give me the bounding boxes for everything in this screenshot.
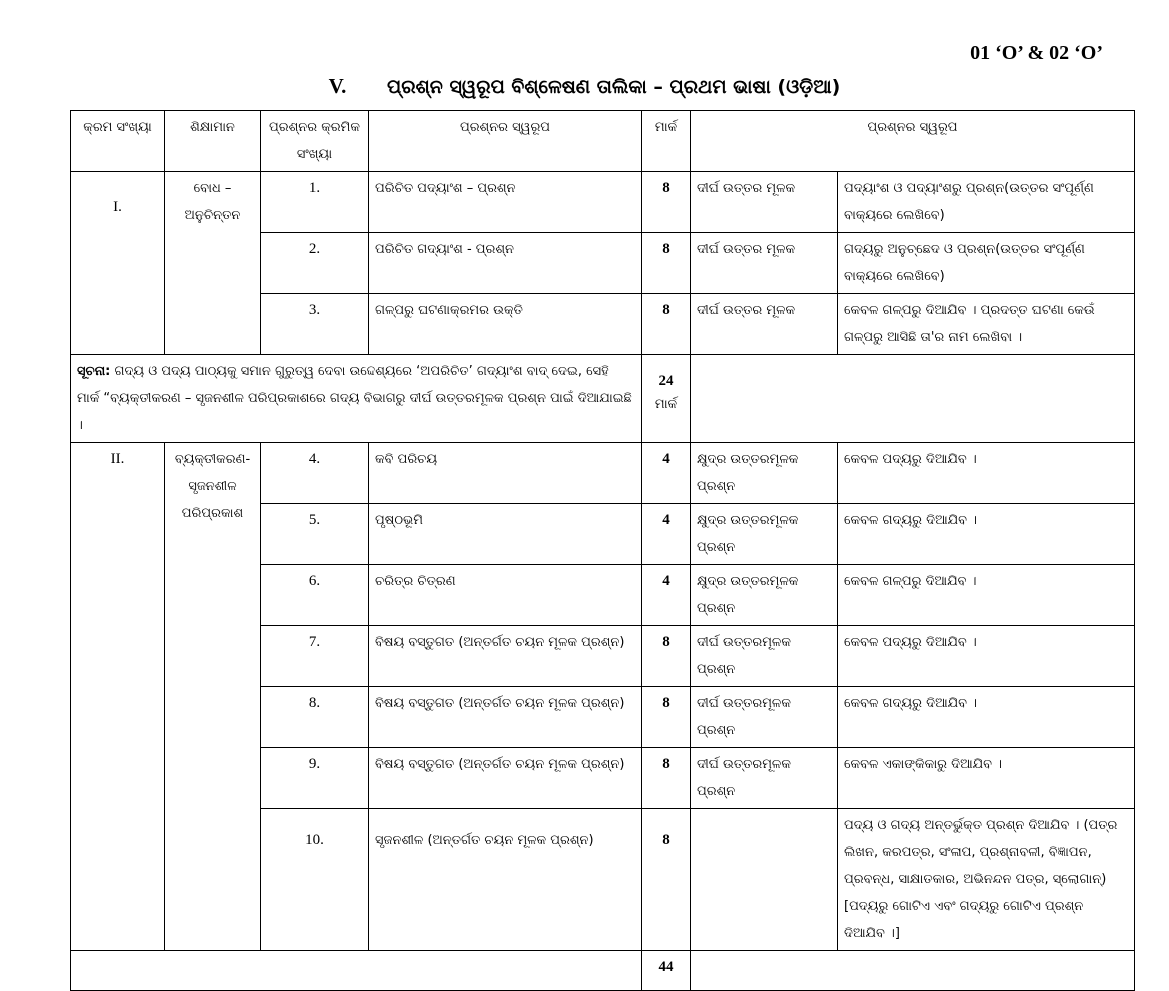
note-cell [71, 355, 642, 443]
note-text: ଗଦ୍ୟ ଓ ପଦ୍ୟ ପାଠ୍ୟକୁ ସମାନ ଗୁରୁତ୍ୱ ଦେବା ଉଦ୍ଦେଶ୍ୟରେ ‘ଅପରିଚିତ’ ଗଦ୍ୟାଂଶ ବାଦ୍ ଦେଇ, ସେହି ମାର୍କ “ବ୍ୟକ୍ତୀକରଣ – ସୃଜନଶୀଳ ପରିପ୍ରକାଶରେ ଗଦ୍ୟ ବିଭାଗରୁ ଦୀର୍ଘ ଉତ୍ତରମୂଳକ ପ୍ରଶ୍ନ ପାଇଁ ଦିଆଯାଇଛି । [77, 364, 632, 433]
question-marks: 8 [642, 172, 691, 233]
question-marks: 4 [642, 565, 691, 626]
question-no: 5. [261, 504, 369, 565]
question-no: 6. [261, 565, 369, 626]
question-type: କ୍ଷୁଦ୍ର ଉତ୍ତରମୂଳକ ପ୍ରଶ୍ନ [691, 504, 838, 565]
question-no: 7. [261, 626, 369, 687]
question-desc: କେବଳ ପଦ୍ୟରୁ ଦିଆଯିବ । [838, 443, 1135, 504]
question-form: ଗଳ୍ପରୁ ଘଟଣାକ୍ରମର ଉକ୍ତି [369, 294, 642, 355]
question-type: ଦୀର୍ଘ ଉତ୍ତରମୂଳକ ପ୍ରଶ୍ନ [691, 687, 838, 748]
page-code: 01 ‘O’ & 02 ‘O’ [970, 42, 1103, 64]
title-text: ପ୍ରଶ୍ନ ସ୍ୱରୂପ ବିଶ୍ଳେଷଣ ତାଲିକା – ପ୍ରଥମ ଭାଷା (ଓଡ଼ିଆ) [387, 76, 841, 98]
header-question-type: ପ୍ରଶ୍ନର ସ୍ୱରୂପ [691, 111, 1135, 172]
question-form: ବିଷୟ ବସ୍ତୁଗତ (ଅନ୍ତର୍ଗତ ଚୟନ ମୂଳକ ପ୍ରଶ୍ନ) [369, 748, 642, 809]
header-serial: କ୍ରମ ସଂଖ୍ୟା [71, 111, 165, 172]
question-no: 10. [261, 809, 369, 951]
question-no: 1. [261, 172, 369, 233]
note-marks-label: ମାର୍କ [654, 397, 678, 412]
total-row [71, 951, 1135, 991]
question-form: କବି ପରିଚୟ [369, 443, 642, 504]
note-marks-value: 24 [658, 373, 674, 389]
question-type: ଦୀର୍ଘ ଉତ୍ତର ମୂଳକ [691, 294, 838, 355]
question-no: 8. [261, 687, 369, 748]
title-number: V. [328, 74, 347, 98]
section-serial: II. [71, 443, 165, 951]
question-type: ଦୀର୍ଘ ଉତ୍ତର ମୂଳକ [691, 172, 838, 233]
question-marks: 8 [642, 687, 691, 748]
note-label: ସୂଚନା: [77, 364, 111, 379]
table-row [71, 172, 1135, 233]
question-pattern-table [70, 110, 1135, 991]
page-title [0, 74, 1169, 99]
question-no: 4. [261, 443, 369, 504]
question-desc: କେବଳ ଗଳ୍ପରୁ ଦିଆଯିବ । ପ୍ରଦତ୍ତ ଘଟଣା କେଉଁ ଗଳ୍ପରୁ ଆସିଛି ତା'ର ନାମ ଲେଖିବା । [838, 294, 1135, 355]
question-desc: ଗଦ୍ୟରୁ ଅନୁଚ୍ଛେଦ ଓ ପ୍ରଶ୍ନ(ଉତ୍ତର ସଂପୂର୍ଣ୍ଣ ବାକ୍ୟରେ ଲେଖିବେ) [838, 233, 1135, 294]
question-type: ଦୀର୍ଘ ଉତ୍ତରମୂଳକ ପ୍ରଶ୍ନ [691, 626, 838, 687]
question-marks: 4 [642, 504, 691, 565]
question-desc: କେବଳ ଗଳ୍ପରୁ ଦିଆଯିବ । [838, 565, 1135, 626]
question-form: ପୃଷ୍ଠଭୂମି [369, 504, 642, 565]
question-form: ପରିଚିତ ଗଦ୍ୟାଂଶ - ପ୍ରଶ୍ନ [369, 233, 642, 294]
question-marks: 8 [642, 626, 691, 687]
header-question-form: ପ୍ରଶ୍ନର ସ୍ୱରୂପ [369, 111, 642, 172]
question-form: ଚରିତ୍ର ଚିତ୍ରଣ [369, 565, 642, 626]
question-form: ସୃଜନଶୀଳ (ଅନ୍ତର୍ଗତ ଚୟନ ମୂଳକ ପ୍ରଶ୍ନ) [369, 809, 642, 951]
section-level: ବ୍ୟକ୍ତୀକରଣ- ସୃଜନଶୀଳ ପରିପ୍ରକାଶ [165, 443, 261, 951]
header-marks: ମାର୍କ [642, 111, 691, 172]
question-marks: 8 [642, 809, 691, 951]
question-form: ପରିଚିତ ପଦ୍ୟାଂଶ – ପ୍ରଶ୍ନ [369, 172, 642, 233]
question-desc: କେବଳ ଗଦ୍ୟରୁ ଦିଆଯିବ । [838, 504, 1135, 565]
question-desc: ପଦ୍ୟାଂଶ ଓ ପଦ୍ୟାଂଶରୁ ପ୍ରଶ୍ନ(ଉତ୍ତର ସଂପୂର୍ଣ୍ଣ ବାକ୍ୟରେ ଲେଖିବେ) [838, 172, 1135, 233]
header-learning-level: ଶିକ୍ଷାମାନ [165, 111, 261, 172]
question-desc: କେବଳ ପଦ୍ୟରୁ ଦିଆଯିବ । [838, 626, 1135, 687]
total-empty-right [691, 951, 1135, 991]
total-marks: 44 [642, 951, 691, 991]
header-question-no: ପ୍ରଶ୍ନର କ୍ରମିକ ସଂଖ୍ୟା [261, 111, 369, 172]
question-marks: 8 [642, 233, 691, 294]
note-marks [642, 355, 691, 443]
question-desc: ପଦ୍ୟ ଓ ଗଦ୍ୟ ଅନ୍ତର୍ଭୁକ୍ତ ପ୍ରଶ୍ନ ଦିଆଯିବ । (ପତ୍ର ଲିଖନ, କରପତ୍ର, ସଂଳାପ, ପ୍ରଶ୍ନାବଳୀ, ବିଜ୍ଞାପନ, ପ୍ରବନ୍ଧ, ସାକ୍ଷାତକାର, ଅଭିନନ୍ଦନ ପତ୍ର, ସ୍ଲୋଗାନ୍) [ପଦ୍ୟରୁ ଗୋଟିଏ ଏବଂ ଗଦ୍ୟରୁ ଗୋଟିଏ ପ୍ରଶ୍ନ ଦିଆଯିବ ।] [838, 809, 1135, 951]
question-type: ଦୀର୍ଘ ଉତ୍ତର ମୂଳକ [691, 233, 838, 294]
note-row [71, 355, 1135, 443]
section-serial: I. [71, 172, 165, 355]
question-no: 9. [261, 748, 369, 809]
question-no: 2. [261, 233, 369, 294]
section-level: ବୋଧ – ଅନୁଚିନ୍ତନ [165, 172, 261, 355]
question-type: ଦୀର୍ଘ ଉତ୍ତରମୂଳକ ପ୍ରଶ୍ନ [691, 748, 838, 809]
question-desc: କେବଳ ଏକାଙ୍କିକାରୁ ଦିଆଯିବ । [838, 748, 1135, 809]
table-row [71, 443, 1135, 504]
note-empty [691, 355, 1135, 443]
header-row [71, 111, 1135, 172]
question-form: ବିଷୟ ବସ୍ତୁଗତ (ଅନ୍ତର୍ଗତ ଚୟନ ମୂଳକ ପ୍ରଶ୍ନ) [369, 687, 642, 748]
question-marks: 8 [642, 748, 691, 809]
question-marks: 4 [642, 443, 691, 504]
question-form: ବିଷୟ ବସ୍ତୁଗତ (ଅନ୍ତର୍ଗତ ଚୟନ ମୂଳକ ପ୍ରଶ୍ନ) [369, 626, 642, 687]
question-type [691, 809, 838, 951]
question-desc: କେବଳ ଗଦ୍ୟରୁ ଦିଆଯିବ । [838, 687, 1135, 748]
question-type: କ୍ଷୁଦ୍ର ଉତ୍ତରମୂଳକ ପ୍ରଶ୍ନ [691, 565, 838, 626]
question-type: କ୍ଷୁଦ୍ର ଉତ୍ତରମୂଳକ ପ୍ରଶ୍ନ [691, 443, 838, 504]
total-empty [71, 951, 642, 991]
question-marks: 8 [642, 294, 691, 355]
question-no: 3. [261, 294, 369, 355]
